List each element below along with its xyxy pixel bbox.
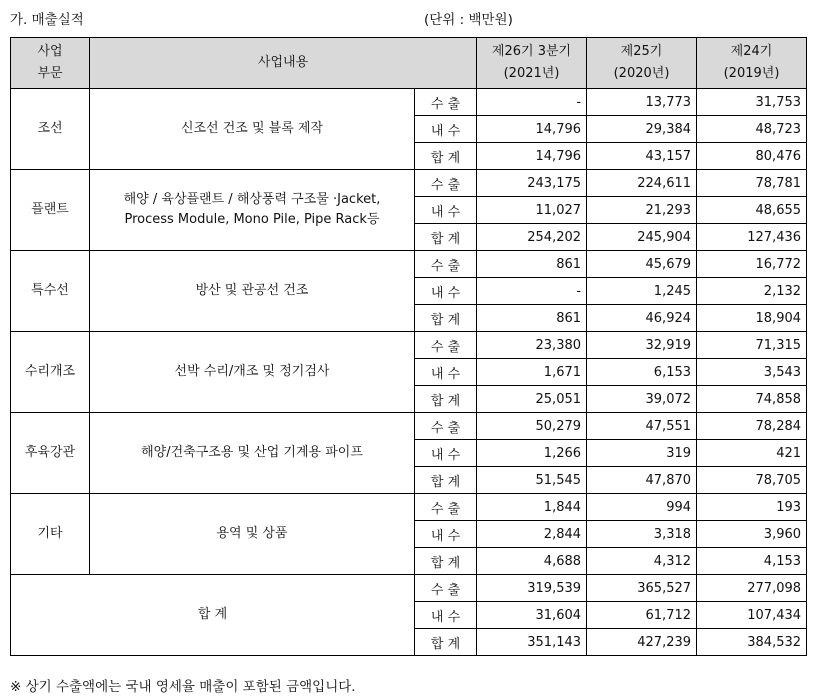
value-cell-2021: 243,175	[477, 170, 587, 197]
value-cell-2020: 1,245	[587, 278, 697, 305]
type-cell: 합 계	[415, 224, 477, 251]
type-cell: 내 수	[415, 521, 477, 548]
total-value-2020: 61,712	[587, 602, 697, 629]
value-cell-2021: 25,051	[477, 386, 587, 413]
value-cell-2020: 45,679	[587, 251, 697, 278]
table-row	[11, 89, 807, 116]
value-cell-2020: 29,384	[587, 116, 697, 143]
value-cell-2019: 74,858	[697, 386, 807, 413]
value-cell-2021: 11,027	[477, 197, 587, 224]
table-row	[11, 332, 807, 359]
total-value-2021: 319,539	[477, 575, 587, 602]
header-col3	[697, 38, 807, 89]
unit-label: (단위 : 백만원)	[424, 12, 513, 28]
total-row	[11, 575, 807, 602]
value-cell-2021: 861	[477, 251, 587, 278]
value-cell-2019: 48,723	[697, 116, 807, 143]
type-cell: 내 수	[415, 602, 477, 629]
sales-table	[10, 37, 807, 656]
value-cell-2020: 21,293	[587, 197, 697, 224]
segment-cell: 후육강관	[11, 413, 90, 494]
description-cell	[90, 170, 415, 251]
value-cell-2021: 1,671	[477, 359, 587, 386]
value-cell-2021: 14,796	[477, 116, 587, 143]
header-col3-line2: (2019년)	[723, 66, 780, 81]
header-row	[11, 38, 807, 89]
value-cell-2019: 48,655	[697, 197, 807, 224]
table-caption: 가. 매출실적	[10, 12, 84, 28]
value-cell-2020: 994	[587, 494, 697, 521]
value-cell-2021: 51,545	[477, 467, 587, 494]
total-value-2021: 351,143	[477, 629, 587, 656]
total-value-2019: 277,098	[697, 575, 807, 602]
total-label: 합 계	[11, 575, 415, 656]
header-segment-line2: 부문	[37, 66, 63, 81]
type-cell: 내 수	[415, 116, 477, 143]
type-cell: 합 계	[415, 386, 477, 413]
description-line1: 해양 / 육상플랜트 / 해상풍력 구조물 ·Jacket,	[123, 192, 381, 207]
type-cell: 내 수	[415, 440, 477, 467]
description-line1: 선박 수리/개조 및 정기검사	[174, 364, 330, 379]
value-cell-2021: 1,266	[477, 440, 587, 467]
segment-cell: 플랜트	[11, 170, 90, 251]
footnote: ※ 상기 수출액에는 국내 영세율 매출이 포함된 금액입니다.	[10, 679, 356, 695]
table-row	[11, 170, 807, 197]
value-cell-2021: 1,844	[477, 494, 587, 521]
value-cell-2020: 39,072	[587, 386, 697, 413]
description-cell	[90, 251, 415, 332]
header-segment-line1: 사업	[37, 44, 63, 59]
segment-cell: 기타	[11, 494, 90, 575]
total-value-2020: 365,527	[587, 575, 697, 602]
header-col3-line1: 제24기	[730, 44, 773, 59]
header-content: 사업내용	[90, 38, 477, 89]
segment-cell: 수리개조	[11, 332, 90, 413]
value-cell-2021: -	[477, 278, 587, 305]
description-line1: 용역 및 상품	[216, 526, 288, 541]
type-cell: 수 출	[415, 494, 477, 521]
value-cell-2021: 23,380	[477, 332, 587, 359]
type-cell: 수 출	[415, 170, 477, 197]
header-col1-line2: (2021년)	[503, 66, 560, 81]
type-cell: 수 출	[415, 413, 477, 440]
value-cell-2019: 18,904	[697, 305, 807, 332]
description-line1: 해양/건축구조용 및 산업 기계용 파이프	[141, 445, 363, 460]
header-col2-line1: 제25기	[620, 44, 663, 59]
total-value-2019: 107,434	[697, 602, 807, 629]
table-row	[11, 413, 807, 440]
total-value-2020: 427,239	[587, 629, 697, 656]
value-cell-2020: 47,870	[587, 467, 697, 494]
value-cell-2021: 254,202	[477, 224, 587, 251]
table-body	[11, 89, 807, 656]
value-cell-2020: 319	[587, 440, 697, 467]
total-value-2021: 31,604	[477, 602, 587, 629]
value-cell-2021: 14,796	[477, 143, 587, 170]
type-cell: 내 수	[415, 278, 477, 305]
header-col2-line2: (2020년)	[613, 66, 670, 81]
value-cell-2020: 46,924	[587, 305, 697, 332]
value-cell-2019: 16,772	[697, 251, 807, 278]
value-cell-2019: 78,781	[697, 170, 807, 197]
value-cell-2020: 245,904	[587, 224, 697, 251]
description-line2: Process Module, Mono Pile, Pipe Rack등	[124, 212, 380, 227]
type-cell: 합 계	[415, 305, 477, 332]
type-cell: 내 수	[415, 359, 477, 386]
description-cell	[90, 89, 415, 170]
value-cell-2020: 6,153	[587, 359, 697, 386]
value-cell-2019: 127,436	[697, 224, 807, 251]
segment-cell: 조선	[11, 89, 90, 170]
type-cell: 수 출	[415, 332, 477, 359]
value-cell-2019: 78,705	[697, 467, 807, 494]
total-value-2019: 384,532	[697, 629, 807, 656]
value-cell-2019: 71,315	[697, 332, 807, 359]
value-cell-2020: 4,312	[587, 548, 697, 575]
type-cell: 합 계	[415, 548, 477, 575]
description-line1: 방산 및 관공선 건조	[195, 283, 309, 298]
value-cell-2019: 3,960	[697, 521, 807, 548]
description-line1: 신조선 건조 및 블록 제작	[180, 121, 324, 136]
type-cell: 수 출	[415, 575, 477, 602]
header-col1	[477, 38, 587, 89]
type-cell: 합 계	[415, 467, 477, 494]
header-col2	[587, 38, 697, 89]
header-segment	[11, 38, 90, 89]
description-cell	[90, 413, 415, 494]
value-cell-2021: 2,844	[477, 521, 587, 548]
description-cell	[90, 332, 415, 413]
value-cell-2020: 43,157	[587, 143, 697, 170]
value-cell-2019: 3,543	[697, 359, 807, 386]
value-cell-2019: 80,476	[697, 143, 807, 170]
value-cell-2021: 4,688	[477, 548, 587, 575]
header-col1-line1: 제26기 3분기	[491, 44, 572, 59]
type-cell: 합 계	[415, 629, 477, 656]
type-cell: 내 수	[415, 197, 477, 224]
value-cell-2021: -	[477, 89, 587, 116]
value-cell-2020: 47,551	[587, 413, 697, 440]
value-cell-2019: 31,753	[697, 89, 807, 116]
value-cell-2019: 421	[697, 440, 807, 467]
value-cell-2020: 32,919	[587, 332, 697, 359]
value-cell-2021: 50,279	[477, 413, 587, 440]
value-cell-2019: 193	[697, 494, 807, 521]
value-cell-2019: 4,153	[697, 548, 807, 575]
table-row	[11, 494, 807, 521]
value-cell-2020: 3,318	[587, 521, 697, 548]
segment-cell: 특수선	[11, 251, 90, 332]
type-cell: 합 계	[415, 143, 477, 170]
type-cell: 수 출	[415, 251, 477, 278]
value-cell-2019: 2,132	[697, 278, 807, 305]
value-cell-2020: 224,611	[587, 170, 697, 197]
value-cell-2019: 78,284	[697, 413, 807, 440]
description-cell	[90, 494, 415, 575]
type-cell: 수 출	[415, 89, 477, 116]
table-row	[11, 251, 807, 278]
value-cell-2020: 13,773	[587, 89, 697, 116]
value-cell-2021: 861	[477, 305, 587, 332]
